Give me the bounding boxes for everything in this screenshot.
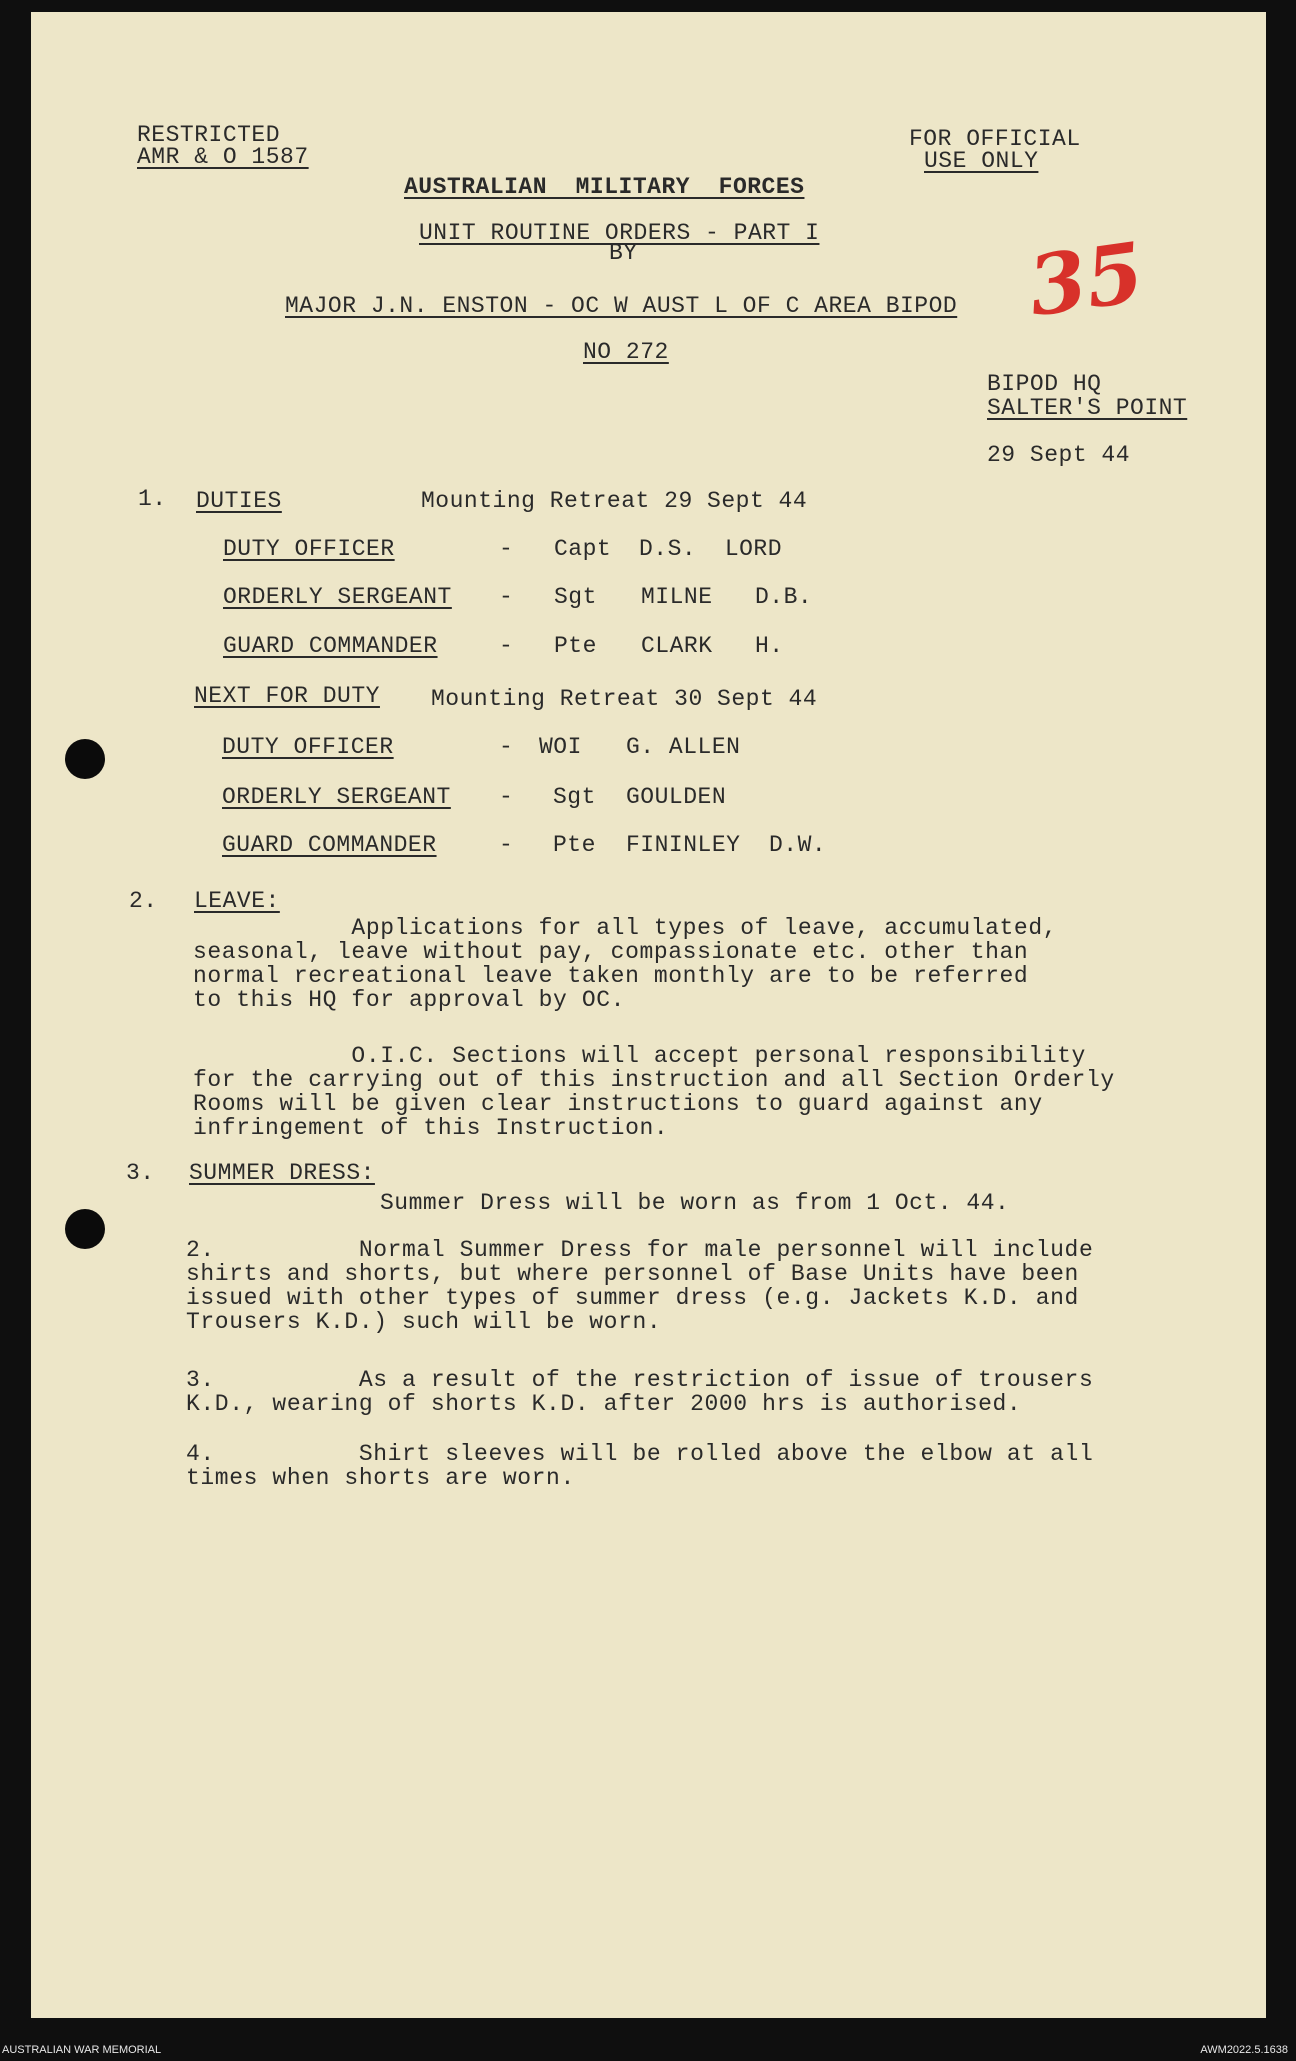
punch-hole-bottom: [65, 1209, 105, 1249]
summer-paragraph-3: 3. As a result of the restriction of issue of trousers K.D., wearing of shorts K.D. after 2000 hrs is authorised.: [186, 1367, 1094, 1417]
duty-dash: -: [499, 734, 514, 760]
duty-rank: Sgt: [554, 584, 597, 610]
amr-reference: AMR & O 1587: [137, 144, 309, 170]
leave-title: LEAVE:: [194, 888, 280, 914]
classification-label: RESTRICTED: [137, 122, 281, 148]
section-2-number: 2.: [129, 888, 158, 914]
duties-mounting: Mounting Retreat 29 Sept 44: [421, 488, 808, 514]
summer-dress-intro: Summer Dress will be worn as from 1 Oct. 44.: [380, 1190, 1010, 1216]
duty-initials: H.: [755, 633, 784, 659]
official-use-line2: USE ONLY: [924, 148, 1039, 174]
punch-hole-top: [65, 739, 105, 779]
order-number: NO 272: [583, 339, 669, 365]
duty-role: GUARD COMMANDER: [223, 633, 438, 659]
duty-rank: Pte: [553, 832, 596, 858]
next-duty-title: NEXT FOR DUTY: [194, 683, 380, 709]
duty-role: ORDERLY SERGEANT: [223, 584, 452, 610]
duty-dash: -: [499, 536, 514, 562]
duty-name: CLARK: [641, 633, 713, 659]
duty-role: GUARD COMMANDER: [222, 832, 437, 858]
section-1-number: 1.: [138, 486, 167, 512]
commander-line: MAJOR J.N. ENSTON - OC W AUST L OF C AREA BIPOD: [285, 293, 958, 319]
duty-rank: Capt: [554, 536, 612, 562]
duty-role: ORDERLY SERGEANT: [222, 784, 451, 810]
duty-name: FININLEY: [626, 832, 741, 858]
by-line: BY: [609, 240, 638, 266]
document-date: 29 Sept 44: [987, 442, 1131, 468]
duty-rank: WOI: [539, 734, 582, 760]
duty-name: MILNE: [641, 584, 713, 610]
summer-paragraph-4: 4. Shirt sleeves will be rolled above the elbow at all times when shorts are worn.: [186, 1441, 1094, 1491]
duty-role: DUTY OFFICER: [223, 536, 395, 562]
leave-paragraph-2: O.I.C. Sections will accept personal responsibility for the carrying out of this instruction and all Section Orderly Rooms will be given clear instructions to guard against any infringement of this Instruction.: [193, 1043, 1115, 1141]
footer-credit: AUSTRALIAN WAR MEMORIAL: [2, 2044, 162, 2056]
duty-initials: D.B.: [755, 584, 813, 610]
official-use-line1: FOR OFFICIAL: [909, 126, 1081, 152]
orders-heading: UNIT ROUTINE ORDERS - PART I: [419, 220, 820, 246]
hq-line1: BIPOD HQ: [987, 371, 1102, 397]
forces-heading: AUSTRALIAN MILITARY FORCES: [404, 174, 805, 200]
duty-initials: D.W.: [769, 832, 827, 858]
duty-dash: -: [499, 784, 514, 810]
duty-name: D.S. LORD: [639, 536, 783, 562]
duty-name: GOULDEN: [626, 784, 727, 810]
duty-name: G. ALLEN: [626, 734, 741, 760]
next-duty-mounting: Mounting Retreat 30 Sept 44: [431, 686, 818, 712]
summer-dress-title: SUMMER DRESS:: [189, 1160, 375, 1186]
hq-line2: SALTER'S POINT: [987, 395, 1188, 421]
duty-role: DUTY OFFICER: [222, 734, 394, 760]
duty-dash: -: [499, 584, 514, 610]
handwritten-page-number: 35: [1022, 224, 1150, 336]
section-3-number: 3.: [126, 1160, 155, 1186]
footer-accession: AWM2022.5.1638: [1200, 2044, 1288, 2056]
document-sheet: [31, 12, 1266, 2018]
leave-paragraph-1: Applications for all types of leave, accumulated, seasonal, leave without pay, compassionate etc. other than normal recreational leave taken monthly are to be referred to this HQ for approval by OC.: [193, 915, 1058, 1013]
duties-title: DUTIES: [196, 488, 282, 514]
duty-rank: Sgt: [553, 784, 596, 810]
summer-paragraph-2: 2. Normal Summer Dress for male personnel will include shirts and shorts, but where personnel of Base Units have been issued with other types of summer dress (e.g. Jackets K.D. and Trousers K.D.) such will be worn.: [186, 1237, 1094, 1335]
duty-dash: -: [499, 832, 514, 858]
duty-rank: Pte: [554, 633, 597, 659]
duty-dash: -: [499, 633, 514, 659]
